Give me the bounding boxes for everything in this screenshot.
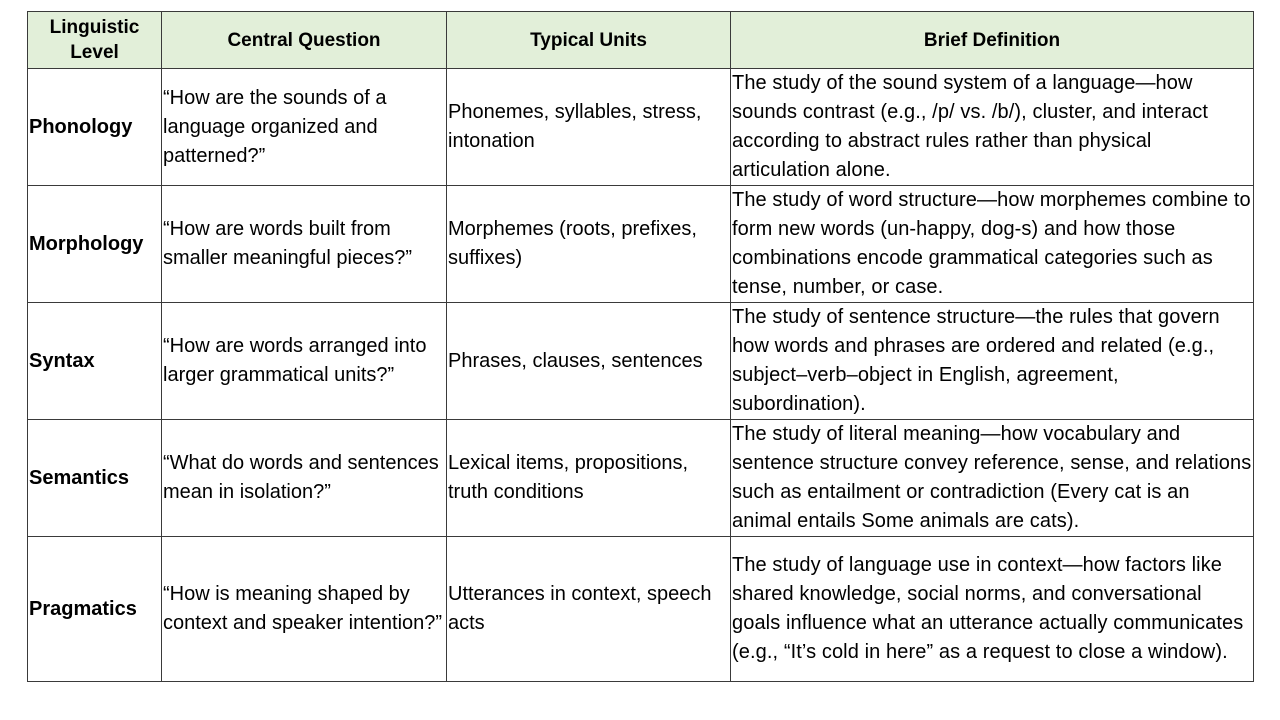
definition-cell: The study of literal meaning—how vocabulary and sentence structure convey reference, sense, and relations such as entailment or contradiction (Every cat is an animal entails Some animals are cats). xyxy=(731,420,1254,537)
question-cell: “How is meaning shaped by context and speaker intention?” xyxy=(162,537,447,682)
level-cell: Morphology xyxy=(28,186,162,303)
linguistic-levels-table xyxy=(27,11,1254,682)
table-row xyxy=(28,186,1254,303)
level-cell: Pragmatics xyxy=(28,537,162,682)
table-row xyxy=(28,420,1254,537)
units-cell: Utterances in context, speech acts xyxy=(447,537,731,682)
level-cell: Syntax xyxy=(28,303,162,420)
header-typical-units: Typical Units xyxy=(447,12,731,69)
table-row xyxy=(28,69,1254,186)
question-cell: “How are words arranged into larger grammatical units?” xyxy=(162,303,447,420)
question-cell: “How are words built from smaller meaningful pieces?” xyxy=(162,186,447,303)
units-cell: Phonemes, syllables, stress, intonation xyxy=(447,69,731,186)
table-row xyxy=(28,537,1254,682)
question-cell: “How are the sounds of a language organized and patterned?” xyxy=(162,69,447,186)
units-cell: Morphemes (roots, prefixes, suffixes) xyxy=(447,186,731,303)
definition-cell: The study of word structure—how morphemes combine to form new words (un-happy, dog-s) and how those combinations encode grammatical categories such as tense, number, or case. xyxy=(731,186,1254,303)
question-cell: “What do words and sentences mean in isolation?” xyxy=(162,420,447,537)
level-cell: Semantics xyxy=(28,420,162,537)
units-cell: Phrases, clauses, sentences xyxy=(447,303,731,420)
header-brief-definition: Brief Definition xyxy=(731,12,1254,69)
definition-cell: The study of sentence structure—the rules that govern how words and phrases are ordered and related (e.g., subject–verb–object in English, agreement, subordination). xyxy=(731,303,1254,420)
table-row xyxy=(28,303,1254,420)
level-cell: Phonology xyxy=(28,69,162,186)
definition-cell: The study of language use in context—how factors like shared knowledge, social norms, and conversational goals influence what an utterance actually communicates (e.g., “It’s cold in here” as a request to close a window). xyxy=(731,537,1254,682)
header-row xyxy=(28,12,1254,69)
units-cell: Lexical items, propositions, truth conditions xyxy=(447,420,731,537)
header-linguistic-level: Linguistic Level xyxy=(28,12,162,69)
definition-cell: The study of the sound system of a language—how sounds contrast (e.g., /p/ vs. /b/), cluster, and interact according to abstract rules rather than physical articulation alone. xyxy=(731,69,1254,186)
header-central-question: Central Question xyxy=(162,12,447,69)
